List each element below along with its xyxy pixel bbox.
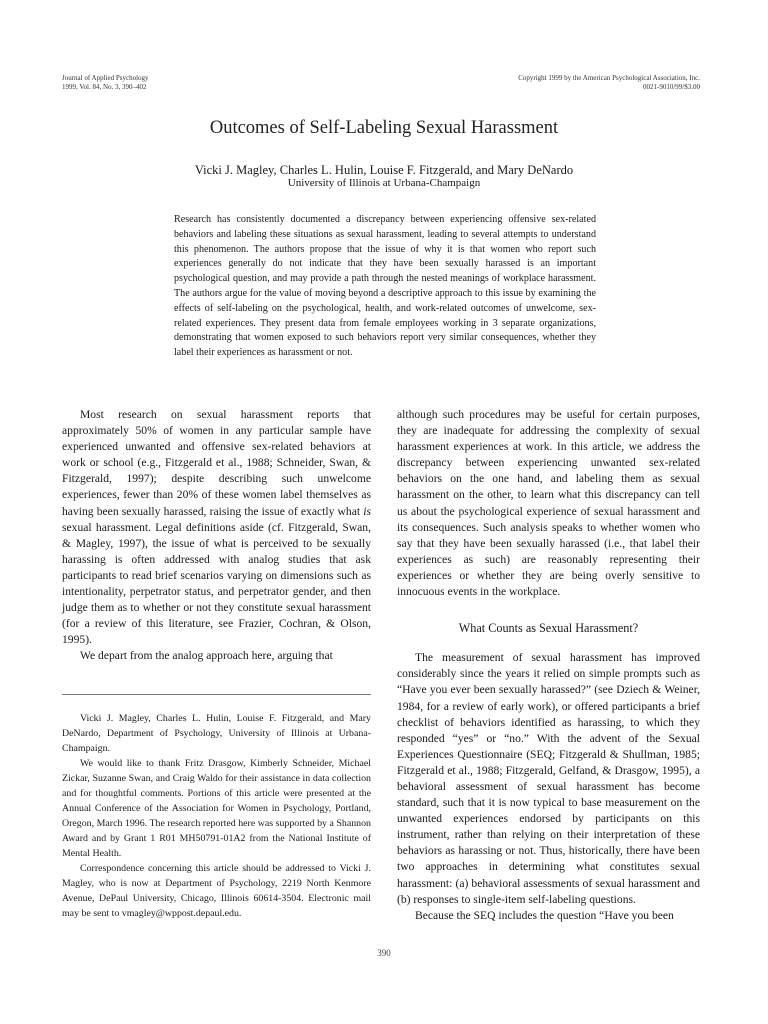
paragraph-text: sexual harassment. Legal definitions aside (cf. Fitzgerald, Swan, & Magley, 1997), the issue of what is perceived to be sexually harassing is often addressed with analog studies that ask participants to read brief scenarios varying on dimensions such as intentionality, perpetrator status, and perpetrator gender, and then judge them as to whether or not they constitute sexual harassment (for a review of this literature, see Frazier, Cochran, & Olson, 1995). (62, 520, 371, 647)
emphasis-text: is (363, 504, 371, 518)
right-column (397, 407, 700, 924)
body-paragraph: The measurement of sexual harassment has improved considerably since the years it relied on simple prompts such as “Have you ever been sexually harassed?” (see Dziech & Weiner, 1984, for a review of early work), or offered participants a brief checklist of behaviors identified as harassing, to which they responded “yes” or “no.” With the advent of the Sexual Experiences Questionnaire (SEQ; Fitzgerald & Shullman, 1985; Fitzgerald et al., 1988; Fitzgerald, Gelfand, & Drasgow, 1995), a behavioral assessment of sexual harassment has become standard, such that it is now typical to base measurement on the unwanted experiences endorsed by participants on this instrument, rather than relying on their interpretation of these behaviors as harassing or not. Thus, historically, there have been two approaches in determining what constitutes sexual harassment: (a) behavioral assessments of sexual harassment and (b) responses to single-item self-labeling questions. (397, 651, 700, 906)
issn-code: 0021-9010/99/$3.00 (643, 83, 700, 91)
copyright-text: Copyright 1999 by the American Psychological Association, Inc. (518, 74, 700, 82)
footnote-divider (62, 694, 371, 695)
left-column (62, 407, 371, 665)
footnote-acknowledgments: We would like to thank Fritz Drasgow, Kimberly Schneider, Michael Zickar, Suzanne Swan, and Craig Waldo for their assistance in data collection and for thoughtful comments. Portions of this article were presented at the Annual Conference of the Association for Women in Psychology, Portland, Oregon, March 1996. The research reported here was supported by a Shannon Award and by Grant 1 R01 MH50791-01A2 from the National Institute of Mental Health. (62, 758, 371, 859)
author-affiliation: University of Illinois at Urbana-Champaign (287, 177, 481, 189)
body-paragraph: although such procedures may be useful for certain purposes, they are inadequate for addressing the complexity of sexual harassment experiences at work. In this article, we address the discrepancy between experiencing unwanted sex-related behaviors on the one hand, and labeling them as sexual harassment on the other, to learn what this discrepancy can tell us about the psychological experience of sexual harassment and its consequences. Such analysis speaks to whether women who say that they have been sexually harassed (i.e., that label their experiences as such) are reasonably representing their experiences or whether they are being overly sensitive to innocuous events in the workplace. (397, 408, 700, 599)
journal-volume: 1999, Vol. 84, No. 3, 390–402 (62, 83, 147, 91)
body-paragraph: Because the SEQ includes the question “Have you been (415, 908, 674, 922)
footnote-affiliation: Vicki J. Magley, Charles L. Hulin, Louise F. Fitzgerald, and Mary DeNardo, Department of Psychology, University of Illinois at Urbana-Champaign. (62, 713, 371, 754)
journal-name: Journal of Applied Psychology (62, 74, 149, 82)
section-heading: What Counts as Sexual Harassment? (458, 621, 639, 636)
body-paragraph (62, 407, 371, 648)
journal-citation (62, 74, 149, 92)
paragraph-text: Most research on sexual harassment reports that approximately 50% of women in any particular sample have experienced unwanted and offensive sex-related behaviors at work or school (e.g., Fitzgerald et al., 1988; Schneider, Swan, & Fitzgerald, 1997); despite describing such unwelcome experiences, fewer than 20% of these women label themselves as having been sexually harassed, raising the issue of exactly what (62, 408, 371, 518)
abstract (174, 213, 596, 361)
body-paragraph: We depart from the analog approach here, arguing that (80, 649, 333, 663)
footnote-correspondence: Correspondence concerning this article should be addressed to Vicki J. Magley, who is now at Department of Psychology, 2219 North Kenmore Avenue, DePaul University, Chicago, Illinois 60614-3504. Electronic mail may be sent to vmagley@wppost.depaul.edu. (62, 863, 371, 919)
author-note (62, 711, 371, 921)
page-number: 390 (377, 948, 391, 958)
article-title: Outcomes of Self-Labeling Sexual Harassment (209, 118, 559, 138)
abstract-text: Research has consistently documented a discrepancy between experiencing offensive sex-related behaviors and labeling these situations as sexual harassment, leading to several attempts to understand this phenomenon. The authors propose that the issue of why it is that women who report such experiences generally do not indicate that they have been sexually harassed is an important psychological question, and may provide a path through the nested meanings of workplace harassment. The authors argue for the value of moving beyond a descriptive approach to this issue by examining the effects of self-labeling on the psychological, health, and work-related outcomes of unwelcome, sex-related experiences. They present data from female employees working in 3 separate organizations, demonstrating that women exposed to such behaviors report very similar consequences, whether they label their experiences as harassment or not. (174, 214, 596, 359)
copyright-notice (518, 74, 700, 92)
author-list: Vicki J. Magley, Charles L. Hulin, Louise F. Fitzgerald, and Mary DeNardo (194, 163, 574, 177)
